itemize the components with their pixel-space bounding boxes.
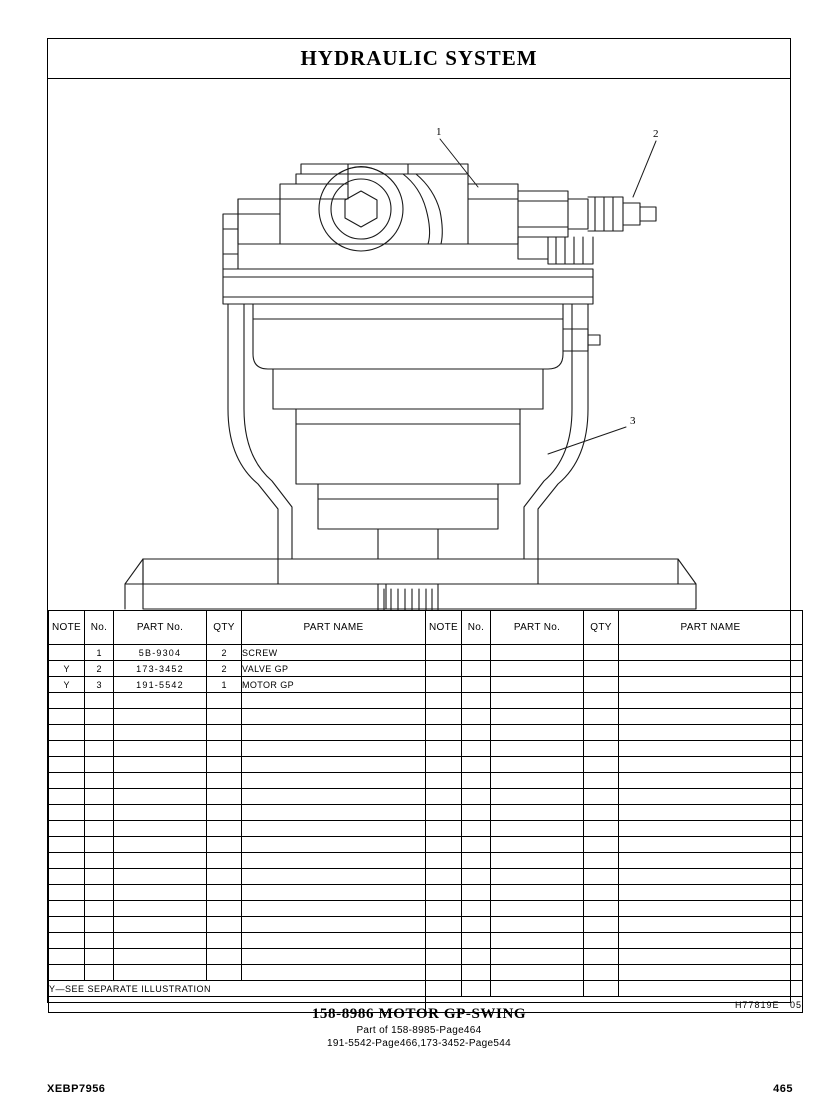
table-row <box>49 693 803 709</box>
callout-label-3: 3 <box>630 415 636 427</box>
cell-qty-right <box>584 661 619 677</box>
motor-barrel <box>253 304 600 409</box>
col-header-partno-right: PART No. <box>491 611 584 645</box>
cell-note-right <box>426 645 462 661</box>
motor-support-legs <box>228 304 588 559</box>
cell-part-name-right <box>619 645 803 661</box>
footnote-row <box>49 981 803 997</box>
table-row <box>49 933 803 949</box>
footnote-text: Y—SEE SEPARATE ILLUSTRATION <box>49 981 426 997</box>
figure-caption <box>47 1006 791 1049</box>
table-row <box>49 917 803 933</box>
col-header-partno-left: PART No. <box>114 611 207 645</box>
table-row <box>49 789 803 805</box>
cell-note-right <box>426 677 462 693</box>
table-header-row <box>49 611 803 645</box>
cell-part-name: MOTOR GP <box>242 677 426 693</box>
table-row <box>49 869 803 885</box>
cell-qty-right <box>584 677 619 693</box>
table-row <box>49 901 803 917</box>
table-row <box>49 773 803 789</box>
callout-label-1: 1 <box>436 126 442 138</box>
port-fitting <box>518 191 656 264</box>
table-row <box>49 677 803 693</box>
cell-part-name: VALVE GP <box>242 661 426 677</box>
cell-part-no-right <box>491 677 584 693</box>
assembly-illustration <box>48 79 790 610</box>
parts-list-table <box>48 610 802 1010</box>
caption-part-of: Part of 158‑8985‑Page464 <box>356 1025 482 1036</box>
callout-label-2: 2 <box>653 128 659 140</box>
table-row <box>49 965 803 981</box>
cell-no-right <box>462 661 491 677</box>
col-header-partname-left: PART NAME <box>242 611 426 645</box>
footer-page-number: 465 <box>773 1083 793 1095</box>
cell-part-no: 191‑5542 <box>114 677 207 693</box>
output-shaft <box>378 529 438 610</box>
cell-part-no: 173‑3452 <box>114 661 207 677</box>
col-header-no-right: No. <box>462 611 491 645</box>
cell-part-name-right <box>619 677 803 693</box>
cell-note: Y <box>49 661 85 677</box>
hex-boss <box>319 167 403 252</box>
cell-no-right <box>462 645 491 661</box>
col-header-partname-right: PART NAME <box>619 611 803 645</box>
cell-no: 1 <box>85 645 114 661</box>
base-plate <box>125 559 696 609</box>
cell-note <box>49 645 85 661</box>
cell-qty: 2 <box>207 645 242 661</box>
parts-table-body <box>49 645 803 1013</box>
caption-references: 191‑5542‑Page466,173‑3452‑Page544 <box>327 1038 511 1049</box>
caption-assembly-title: 158‑8986 MOTOR GP‑SWING <box>311 1006 527 1022</box>
cell-part-no-right <box>491 661 584 677</box>
cell-part-name-right <box>619 661 803 677</box>
cell-no: 3 <box>85 677 114 693</box>
table-row <box>49 741 803 757</box>
table-row <box>49 661 803 677</box>
cell-note: Y <box>49 677 85 693</box>
illustration-sheet <box>47 38 802 1010</box>
table-row <box>49 949 803 965</box>
cell-qty-right <box>584 645 619 661</box>
cell-qty: 2 <box>207 661 242 677</box>
motor-flange <box>223 269 593 304</box>
table-row <box>49 725 803 741</box>
cell-part-no-right <box>491 645 584 661</box>
drawing-code-value: H77819E <box>734 999 780 1010</box>
cell-no: 2 <box>85 661 114 677</box>
motor-body <box>296 409 520 529</box>
table-row <box>49 645 803 661</box>
col-header-note-right: NOTE <box>426 611 462 645</box>
table-row <box>49 853 803 869</box>
cell-note-right <box>426 661 462 677</box>
table-row <box>49 885 803 901</box>
col-header-note-left: NOTE <box>49 611 85 645</box>
table-row <box>49 757 803 773</box>
cell-no-right <box>462 677 491 693</box>
page-title: HYDRAULIC SYSTEM <box>300 46 538 70</box>
cell-part-no: 5B‑9304 <box>114 645 207 661</box>
col-header-qty-right: QTY <box>584 611 619 645</box>
valve-block <box>223 164 518 269</box>
col-header-qty-left: QTY <box>207 611 242 645</box>
table-row <box>49 709 803 725</box>
cell-qty: 1 <box>207 677 242 693</box>
drawing-revision: 05 <box>789 999 802 1010</box>
table-row <box>49 821 803 837</box>
col-header-no-left: No. <box>85 611 114 645</box>
table-row <box>49 837 803 853</box>
footer-publication-number: XEBP7956 <box>47 1083 106 1095</box>
table-row <box>49 805 803 821</box>
valve-rib <box>403 174 442 244</box>
cell-part-name: SCREW <box>242 645 426 661</box>
sheet-title-bar <box>48 39 790 79</box>
